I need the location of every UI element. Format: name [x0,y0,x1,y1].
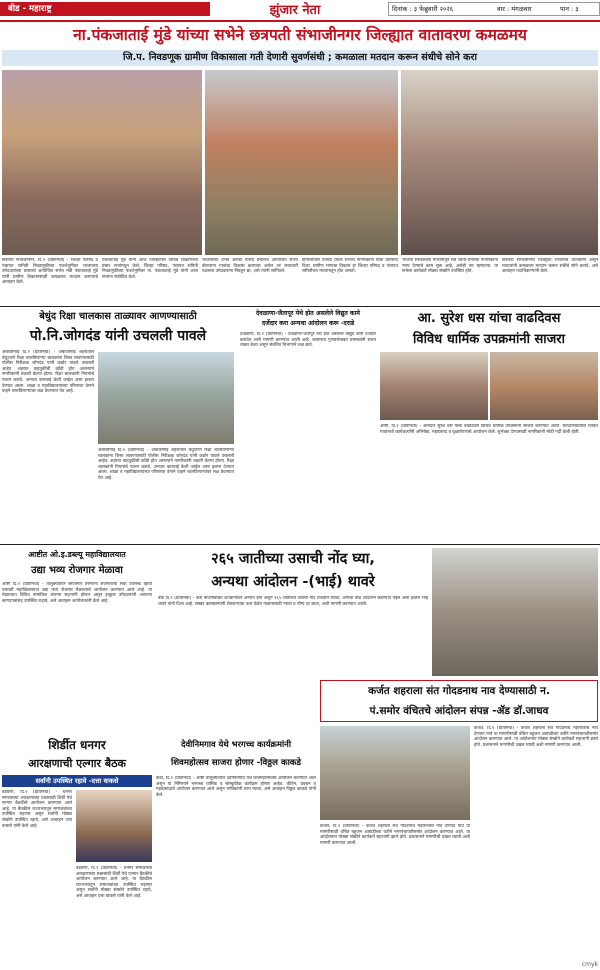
lead-subhead: जि.प. निवडणूक ग्रामीण विकासाला गती देणारी सुवर्णसंधी ; कमळाला मतदान करून संधीचे सोने करा [123,52,477,63]
ghas-body: आष्टी, दि.२ (प्रतिनिधी) - आमदार सुरेश धस यांचा वाढदिवस विविध धार्मिक उपक्रमांनी साजरा करण्यात आला. मतदारसंघातील विविध गावांमध्ये कार्यकर्त्यांनी अभिषेक, महाप्रसाद व वृक्षारोपणाचे आयोजन केले. शुभेच्छा देण्यासाठी नागरिकांनी मोठी गर्दी केली होती. [380,424,598,435]
lead-photo-rally-2 [205,70,398,255]
dhangar-body: वडवणी, दि.२ (प्रतिनिधी) - धनगर समाजाच्या आरक्षणाच्या प्रश्नासाठी शिर्डी येथे एल्गार बैठकीचे आयोजन करण्यात आले आहे. या बैठकीस राज्यभरातून समाजबांधव उपस्थित राहणार असून सर्वांनी मोठ्या संख्येने उपस्थित रहावे, असे आवाहन दत्ता वाकसे यांनी केले आहे. [2,790,72,829]
devi-headline-1: देवीनिमगाव येथे भरगच्च कार्यक्रमांनी [181,739,291,749]
issue-date: दिनांक : ३ फेब्रुवारी २०२६ [392,5,454,13]
lead-body-col-6: छत्रपती संभाजीनगर जिल्ह्यात भाजपाचे वातावरण असून मतदारांनी कमळाला मतदान करून संधीचे सोने करावे, असे आवाहन पदाधिकाऱ्यांनी केले. [502,258,598,275]
karjat-headline-1: कर्जत शहराला संत गोदडनाथ नाव देण्यासाठी न. [368,685,550,697]
lead-photo-rally-1 [2,70,202,255]
ghas-photo-ceremony-2 [490,352,598,420]
castes-photo [432,548,598,676]
lead-body-col-4: हिंगोलीतील त्यांच्या प्रचार सभेला नागरिकांनी मोठा प्रतिसाद दिला. ग्रामीण भागाचा विकास हा जिल्हा परिषद व पंचायत समितीच्या माध्यमातून होत असतो. [302,258,398,275]
lead-body-col-5: भाजपा सरकारच्या माध्यमातून सर्व जाती-धर्माच्या नागरिकांना न्याय देण्याचे काम सुरू आहे, असेही त्या म्हणाल्या. या सभेला कार्यकर्ते मोठ्या संख्येने उपस्थित होते. [402,258,498,275]
devlana-body: देवळाणा, दि.२ (प्रतिनिधी) - देवळाणा-जैतापूर येथे होत असलेले विद्युत कामे दर्जेदार करावेत अशी मागणी करण्यात आली आहे. कामाच्या गुणवत्तेबाबत ग्रामस्थांनी संशय व्यक्त केला असून संबंधित विभागाने लक्ष द्यावे. [240,332,376,349]
ghas-photo-ceremony-1 [380,352,488,420]
lead-photo-speech [401,70,598,255]
jobs-body: आष्टी दि.२ (प्रतिनिधी) - तालुक्यातील बेरोजगार तरुणांना रोजगाराची संधी उपलब्ध व्हावी यासाठी महाविद्यालयात उद्या भव्य रोजगार मेळाव्याचे आयोजन करण्यात आले आहे. या मेळाव्यात विविध नामांकित कंपन्या सहभागी होणार असून इच्छुक उमेदवारांनी आपल्या कागदपत्रांसह उपस्थित राहावे, असे आवाहन आयोजकांनी केले आहे. [2,582,152,604]
rickshaw-headline-2: पो.नि.जोगदंड यांनी उचलली पावले [29,328,207,344]
lead-body-col-2: पंकजाताई मुंडे यांनी आज जिल्हातील विविध ठिकाणच्या प्रचार सभांमधून केले. जिल्हा परिषद, पंचायत समिती निवडणुकीच्या पार्श्वभूमीवर ना. पंकजाताई मुंडे यांनी आज सभांना संबोधित केले. [102,258,198,280]
dhangar-portrait [76,790,152,862]
page-number: पान : ३ [560,5,579,13]
newspaper-logo: झुंजार नेता [269,3,321,18]
masthead-rule [0,20,600,22]
issue-day: वार : मंगळवार [497,5,532,13]
rickshaw-headline-1: बेधुंद रिक्षा चालकास ताळ्यावर आणण्यासाठी [39,311,197,322]
ghas-headline-2: विविध धार्मिक उपक्रमांनी साजरा [413,332,565,347]
karjat-body: कर्जत, दि.२ (प्रतिनिधी) - कर्जत शहराला संत गोदडनाथ महाराजांचे नाव देण्यात यावे या मागणीसाठी वंचित बहुजन आघाडीच्या वतीने नगरपंचायतीसमोर आंदोलन करण्यात आले. या आंदोलनात मोठ्या संख्येने कार्यकर्ते सहभागी झाले होते. प्रशासनाने मागणीची दखल घ्यावी अशी मागणी करण्यात आली. [474,726,598,748]
castes-headline-1: २६५ जातीच्या उसाची नोंद घ्या, [211,551,375,567]
dhangar-headline-2: आरक्षणाची एल्गार बैठक [28,757,126,770]
masthead [0,0,600,24]
devlana-kicker-1: देवळाणा-जैतापूर येथे होत असलेले विद्युत कामे [256,310,360,317]
devi-body: कडा, दि.२ (प्रतिनिधी) - आष्टी तालुक्यातील देवीनिमगाव येथे शिवमहोत्सवाचे आयोजन करण्यात आले असून या निमित्ताने भरगच्च धार्मिक व सांस्कृतिक कार्यक्रम होणार आहेत. कीर्तन, प्रवचन व महाप्रसादाचे आयोजन करण्यात आले असून भाविकांनी लाभ घ्यावा, असे आवाहन विठ्ठल काकडे यांनी केले. [156,776,316,798]
castes-headline-2: अन्यथा आंदोलन -(भाई) थावरे [211,574,375,590]
lead-body-col-1: छत्रपती संभाजीनगर, दि.२ (प्रतिनिधी) - जिल्हा परिषद व पंचायत समिती निवडणुकीच्या पार्श्वभूमीवर भाजपच्या उमेदवारांच्या प्रचारार्थ आयोजित सभेत मंत्री पंकजाताई मुंडे यांनी ग्रामीण विकासासाठी कमळाला मतदान करण्याचे आवाहन केले. [2,258,98,286]
lead-headline: ना.पंकजाताई मुंडे यांच्या सभेने छत्रपती संभाजीनगर जिल्ह्यात वातावरण कमळमय [73,26,527,44]
rickshaw-body-continued: अंबाजोगाई दि.२ (प्रतिनिधी) - अंबाजोगाई शहरातील बेधुंदपणे रिक्षा चालविणाऱ्या चालकांना शिस्त लावण्यासाठी पोलीस निरीक्षक जोगदंड यांनी कठोर पावले उचलली आहेत. शहरात वाहतुकीची कोंडी होत असल्याने नागरिकांनी तक्रारी केल्या होत्या. रिक्षा चालकांनी नियमांचे पालन करावे, अन्यथा कारवाई केली जाईल असा इशारा देण्यात आला. शाळा व महाविद्यालयांच्या परिसरात वेगाने वाहने चालविणाऱ्यांवर लक्ष ठेवण्यात येत आहे. [98,448,234,481]
rickshaw-body: अंबाजोगाई दि.२ (प्रतिनिधी) - अंबाजोगाई शहरातील बेधुंदपणे रिक्षा चालविणाऱ्या चालकांना शिस्त लावण्यासाठी पोलीस निरीक्षक जोगदंड यांनी कठोर पावले उचलली आहेत. शहरात वाहतुकीची कोंडी होत असल्याने नागरिकांनी तक्रारी केल्या होत्या. रिक्षा चालकांनी नियमांचे पालन करावे, अन्यथा कारवाई केली जाईल असा इशारा देण्यात आला. शाळा व महाविद्यालयांच्या परिसरात वेगाने वाहने चालविणाऱ्यांवर लक्ष ठेवण्यात येत आहे. [2,350,94,395]
section-divider [0,306,600,307]
karjat-body-continued: कर्जत, दि.२ (प्रतिनिधी) - कर्जत शहराला संत गोदडनाथ महाराजांचे नाव देण्यात यावे या मागणीसाठी वंचित बहुजन आघाडीच्या वतीने नगरपंचायतीसमोर आंदोलन करण्यात आले. या आंदोलनात मोठ्या संख्येने कार्यकर्ते सहभागी झाले होते. प्रशासनाने मागणीची दखल घ्यावी अशी मागणी करण्यात आली. [320,824,470,846]
dhangar-headline-1: शिर्डीत धनगर [48,738,106,752]
jobs-headline-2: उद्या भव्य रोजगार मेळावा [31,565,123,576]
cmyk-mark: cmyk [581,961,598,968]
rickshaw-photo [98,352,234,444]
lead-body-col-3: भाजपाच्या वैभव ओल्डा यांच्या प्रचाराथ आयोजित सभेत बोलताना गावांचा विकास करायचा असेल तर सत्ताधारी पक्षाच्या उमेदवारांना निवडून द्या, असे त्यांनी सांगितले. [202,258,298,275]
ghas-headline-1: आ. सुरेश धस यांचा वाढदिवस [417,311,561,326]
karjat-photo [320,726,470,820]
mid-divider [0,544,600,545]
castes-body: बीड दि.२ (प्रतिनिधी) - ऊस नोंदणीबाबत शेतकऱ्यांवर अन्याय होत असून २६५ जातीच्या उसाची नोंद तातडीने घ्यावी, अन्यथा तीव्र आंदोलन छेडण्यात येईल असा इशारा भाई थावरे यांनी दिला आहे. साखर कारखान्यांनी शेतकऱ्यांचा ऊस वेळेत गाळपासाठी न्यावा व योग्य दर द्यावा, अशी मागणी करण्यात आली. [158,596,428,607]
dhangar-subhead: सर्वांनी उपस्थित रहावे -दत्ता वाकसे [35,777,119,785]
jobs-headline-1: आष्टीत ओ.इ.डब्ल्यू महाविद्यालयात [28,550,126,559]
dhangar-body-continued: वडवणी, दि.२ (प्रतिनिधी) - धनगर समाजाच्या आरक्षणाच्या प्रश्नासाठी शिर्डी येथे एल्गार बैठकीचे आयोजन करण्यात आले आहे. या बैठकीस राज्यभरातून समाजबांधव उपस्थित राहणार असून सर्वांनी मोठ्या संख्येने उपस्थित रहावे, असे आवाहन दत्ता वाकसे यांनी केले आहे. [76,866,152,899]
masthead-location: बीड - महाराष्ट्र [8,4,52,14]
devi-headline-2: शिवमहोत्सव साजरा होणार -विठ्ठल काकडे [170,758,301,768]
karjat-headline-2: पं.समोर वंचितचे आंदोलन संपन्न -ॲड डॉ.जाधव [369,705,549,717]
devlana-kicker-2: दर्जेदार करा अन्यथा आंदोलन करू -दराडे [261,320,355,327]
